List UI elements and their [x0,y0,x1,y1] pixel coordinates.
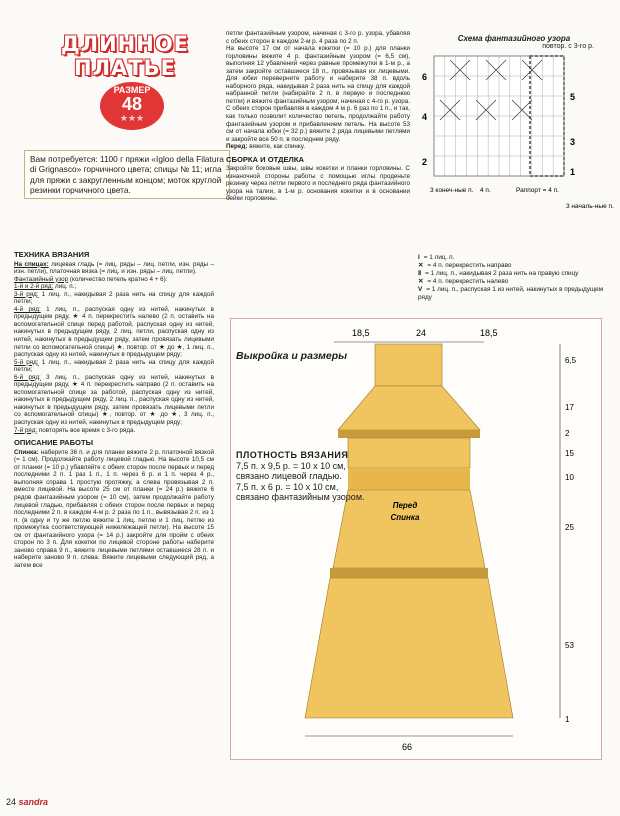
legend-symbol-icon: V [418,286,423,293]
back-label: Спинка [390,513,420,522]
scheme-row-5: 5 [570,92,576,102]
assembly-title: СБОРКА И ОТДЕЛКА [226,154,304,164]
scheme-row-6: 6 [422,72,428,82]
scheme-chart [420,50,614,220]
legend-item [418,286,618,302]
middle-column [226,30,410,203]
left-column [14,246,214,569]
side-dim-2: 17 [565,403,574,412]
continuation-paragraph: петли фантазийным узором, начиная с 3-го р. узора, убавляя с обеих сторон в каждом 2-м р. 4 раза по 2 п. [226,30,410,45]
scheme-row-1: 1 [570,167,576,177]
side-dim-4: 15 [565,449,574,458]
front-paragraph: Перед: вяжите, как спинку. [226,143,306,151]
waist-band [348,468,470,490]
symbol-legend [418,254,618,302]
scheme-row-4: 4 [422,112,428,122]
gauge-line-2: 7,5 п. х 6 р. = 10 х 10 см, связано фантазийным узором. [236,481,365,502]
front-label: Перед [392,501,418,510]
side-dim-1: 6,5 [565,356,577,365]
legend-symbol-icon: ✕ [418,278,424,285]
label-edge-left: 3 конеч-ные п. [430,187,474,194]
legend-item [418,262,618,270]
side-dim-6: 25 [565,523,574,532]
technique-title: ТЕХНИКА ВЯЗАНИЯ [14,250,90,259]
size-badge [100,82,164,130]
scheme-row-2: 2 [422,157,428,167]
size-label: РАЗМЕР [113,85,151,95]
difficulty-stars: ★★★ [119,113,145,123]
yoke-band [338,430,480,438]
side-dim-7: 53 [565,641,574,650]
gauge-line-1: 7,5 п. х 9,5 р. = 10 х 10 см, связано лицевой гладью. [236,460,346,481]
title-line-2: ПЛАТЬЕ [74,56,176,80]
legend-symbol-icon: Ⅱ [418,270,422,277]
side-dim-3: 2 [565,429,570,438]
title-line-1: ДЛИННОЕ [60,32,190,56]
legend-item [418,278,618,286]
pattern-row: 3-й ряд: 1 лиц. п., накидывая 2 раза нить на спицу для каждой петли; [14,290,214,306]
scheme-row-3: 3 [570,137,576,147]
garment-pattern [230,318,600,758]
description-title: ОПИСАНИЕ РАБОТЫ [14,438,94,448]
back-paragraph: Спинка: наберите 36 п. и для планки вяжите 2 р. платочной вязкой (= 1 см). Продолжайте работу лицевой гладью. На высоте 10,5 см от планки (= 10 р.) убавляйте с обеих сторон после первых и перед последними 2 п. 1 раз 1 п., 1 п. через 6 р. и 1 п. через 4 р., выполняя справа 1 простую протяжку, а слева провязывая 2 п. вместе лицевой. На высоте 25 см от планки (= 24 р.) вяжите 6 рядов фантазийным узором (= 10 см), затем продолжайте работу лицевой гладью, прибавляя с обеих сторон после первых и перед последними 2 п. в каждом 4-м р. 2 раза по 1 п., вывязывая 2 п. из 1 п. (в одну и ту же петлю вяжите 1 лиц. петлю и 1 лиц. петлю из промежутка соответствующей нижележащей петли). На высоте 15 см от фантазийного узора (= 14 р.) закройте для пройм с обеих сторон по 3 п. Для кокетки по лицевой стороне работы наберите заново справа 9 п., вяжите лицевыми петлями оставшиеся 28 п. и наберите заново 9 п. слева. Вяжите лицевыми следующий ряд, а затем все [14,448,214,569]
assembly-paragraph: Закройте боковые швы, швы кокетки и планки горловины. С изнаночной стороны работы с помощью иглы проденьте резинку через петли первого и последнего ряда фантазийного узора на талии, в 1-м р. основания кокетки и в основании бейки горловины. [226,165,410,203]
pattern-row: 1-й и 2-й ряд: лиц. п.; [14,283,77,291]
hip-band [330,568,488,578]
top-dim-right: 18,5 [480,328,498,338]
top-dim-center: 24 [416,328,427,338]
skirt-paragraph: На высоте 17 см от начала кокетки (= 10 р.) для планки горловины вяжите 4 р. фантазийным узором (= 6,5 см), выполняя 12 убавлений через равные промежутки в 1-м р., а затем закройте оставшиеся 18 п., провязывая их лицевыми. Для юбки переверните работу и наберите 38 п. вдоль наборного ряда, накидывая 2 раза нить на спицу для каждой набранной петли (набирайте 2 п. в первую и последнюю петли) и вяжите фантазийным узором, начиная с 4-го р. узора. С обеих сторон прибавляя в каждом 4 м р. 6 раз по 1 п., и так, как только позволит количество петель, продолжайте работу фантазийным узором и прибавлением петель. На высоте 53 см от начала юбки (= 32 р.) вяжите 2 ряда лицевыми петлями и закройте все 50 п. в последнем ряду. [226,45,410,143]
page-footer [6,797,48,807]
legend-text: = 1 лиц. п., накидывая 2 раза нить на правую спицу [425,270,579,277]
materials-box: Вам потребуется: 1100 г пряжи «Igloo della Filatura di Grignasco» горчичного цвета; спицы № 11; игла для пряжи с закругленным концом; моток круглой резинки горчичного цвета. [24,150,230,199]
pattern-title: Выкройка и размеры [236,350,348,362]
legend-text: = 1 лиц. п., распуская 1 из нитей, накинутых в предыдущем ряду [418,286,604,301]
legend-symbol-icon: ✕ [418,262,424,269]
legend-item [418,254,618,262]
stitch-scheme [420,34,614,225]
bodice [348,438,470,468]
pattern-row: 6-й ряд: 3 лиц. п., распуская одну из нитей, накинутых в предыдущем ряду, ★ 4 п. перекрестить направо (2 п. оставить на вспомогательной спице за работой, распуская одну из нитей, накинутых в предыдущем ряду, 2 лиц. п., распуская одну из нитей, накинутых в предыдущем ряду, затем провязать лицевыми петли со вспомогательной спицы) ★, повтор. от ★ до ★, 3 лиц. п., распуская одну из нитей, накинутых в предыдущем ряду; [14,373,214,427]
gauge-title: ПЛОТНОСТЬ ВЯЗАНИЯ [236,450,349,460]
pattern-intro: Фантазийный узор (количество петель кратно 4 + 6): [14,275,168,283]
collar [375,344,442,386]
pattern-row: 5-й ряд: 1 лиц. п., накидывая 2 раза нить на спицу для каждой петли; [14,358,214,374]
top-dim-left: 18,5 [352,328,370,338]
legend-text: = 4 п. перекрестить налево [427,278,509,285]
side-dim-5: 10 [565,473,574,482]
label-four: 4 п. [480,187,491,194]
scheme-title: Схема фантазийного узора [457,34,571,43]
pattern-row: 4-й ряд: 1 лиц. п., распуская одну из нитей, накинутых в предыдущем ряду, ★ 4 п. перекрестить налево (2 п. оставить на вспомогательной спице перед работой, распуская одну из нитей, накинутых в предыдущем ряду, 2 лиц. петли, распуская одну из нитей, накинутых в предыдущем ряду, затем провязать лицевыми петли со вспомогательной спицы) ★, повтор. от ★ до ★, 1 лиц. п., распуская одну из нитей, накинутых в предыдущем ряду; [14,305,214,359]
scheme-repeat-note: повтор. с 3-го р. [542,43,594,50]
size-value: 48 [121,94,143,114]
side-dim-8: 1 [565,715,570,724]
legend-text: = 1 лиц. п. [423,254,455,261]
legend-text: = 4 п. перекрестить направо [427,262,512,269]
label-rapport: Раппорт = 4 п. [516,187,559,194]
needles-paragraph: На спицах: лицевая гладь (= лиц. ряды – лиц. петли, изн. ряды – изн. петли), платочная вязка (= лиц. и изн. ряды – лиц. петли). [14,260,214,276]
page-number: 24 [6,797,17,807]
label-edge-right: 3 началь-ные п. [566,203,614,210]
skirt [305,578,513,718]
legend-item [418,270,618,278]
pattern-row: 7-й ряд: повторять все время с 3-го ряда. [14,426,136,434]
bottom-dim: 66 [402,742,413,752]
gauge-box [236,450,366,503]
brand-name: sandra [18,797,49,807]
pattern-rows [14,283,214,434]
article-title [30,32,220,80]
yoke [338,386,480,430]
legend-symbol-icon: I [418,254,420,261]
